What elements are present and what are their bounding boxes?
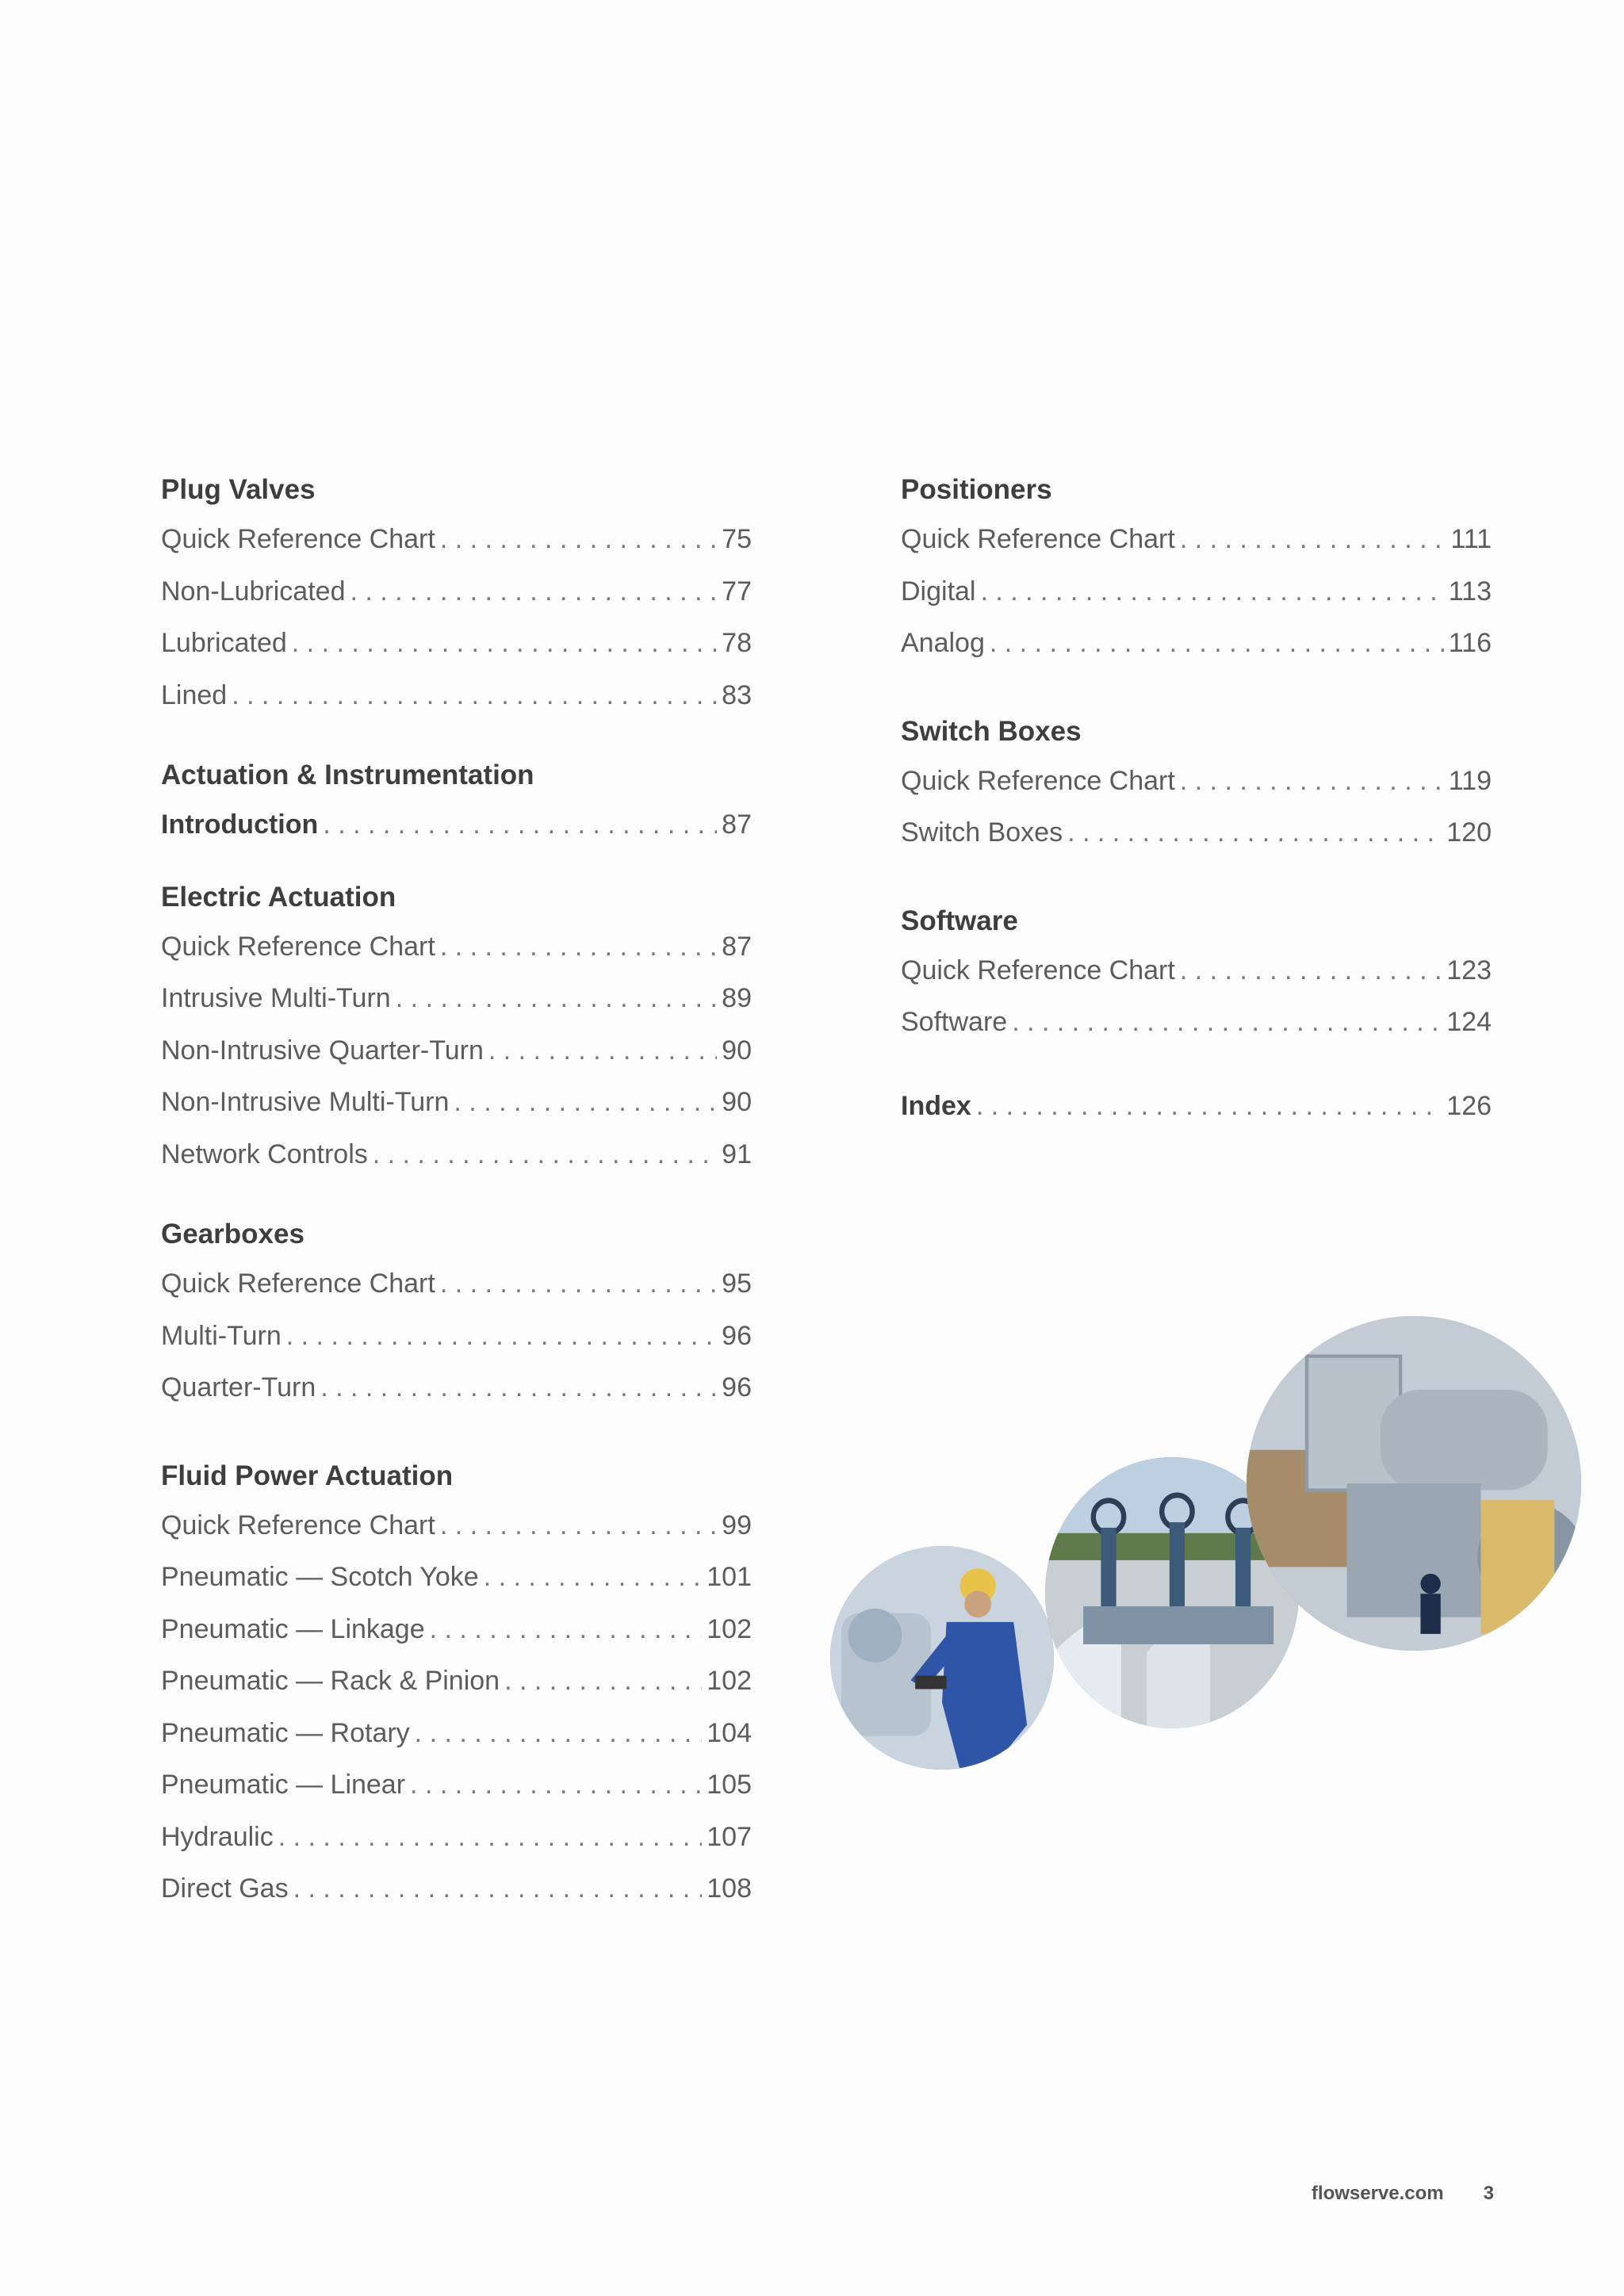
dot-leader — [286, 1311, 717, 1363]
dot-leader — [278, 1812, 703, 1864]
toc-entry[interactable] — [161, 1604, 752, 1656]
toc-entry-label: Quick Reference Chart — [161, 1510, 435, 1540]
toc-entry-label: Pneumatic — Rack & Pinion — [161, 1666, 500, 1696]
toc-entry-label: Lubricated — [161, 628, 287, 658]
toc-entry[interactable] — [901, 997, 1492, 1049]
toc-entry[interactable] — [161, 1258, 752, 1311]
toc-entry-page: 87 — [722, 931, 752, 962]
dot-leader — [454, 1077, 717, 1129]
dot-leader — [396, 973, 717, 1025]
toc-entry[interactable] — [161, 973, 752, 1025]
toc-entry[interactable] — [161, 1311, 752, 1363]
toc-entry[interactable] — [161, 1863, 752, 1915]
toc-entry-page: 123 — [1446, 955, 1492, 985]
toc-entry-label: Digital — [901, 576, 976, 607]
toc-entry-label: Non-Intrusive Multi-Turn — [161, 1087, 450, 1117]
toc-entry-label: Hydraulic — [161, 1821, 274, 1852]
toc-section-actuation-and-instrumentation — [161, 753, 752, 851]
dot-leader — [440, 514, 717, 566]
toc-entry-label: Lined — [161, 679, 228, 710]
toc-entry-label: Software — [901, 1007, 1008, 1037]
section-heading: Actuation & Instrumentation — [161, 760, 534, 790]
dot-leader — [488, 1025, 717, 1077]
dot-leader — [373, 1129, 717, 1181]
section-heading: Gearboxes — [161, 1219, 304, 1249]
section-heading: Electric Actuation — [161, 881, 396, 913]
dot-leader — [504, 1655, 702, 1708]
toc-entry-label: Intrusive Multi-Turn — [161, 983, 391, 1013]
section-heading: Plug Valves — [161, 474, 316, 505]
toc-entry-label: Pneumatic — Linkage — [161, 1613, 425, 1644]
toc-entry-label: Quick Reference Chart — [901, 955, 1175, 985]
dot-leader — [1180, 756, 1444, 808]
toc-entry[interactable] — [901, 514, 1492, 566]
toc-entry-page: 101 — [707, 1562, 752, 1592]
toc-entry[interactable] — [901, 807, 1492, 859]
toc-entry-page: 113 — [1448, 576, 1492, 607]
dot-leader — [1180, 945, 1442, 997]
toc-entry-page: 90 — [722, 1035, 752, 1066]
toc-entry-page: 75 — [722, 524, 752, 554]
toc-entry-page: 126 — [1446, 1090, 1492, 1121]
toc-entry-page: 111 — [1450, 524, 1492, 554]
toc-entry[interactable] — [161, 1552, 752, 1604]
toc-entry-label: Quick Reference Chart — [901, 524, 1175, 554]
dot-leader — [232, 670, 717, 722]
dot-leader — [976, 1081, 1442, 1133]
toc-entry[interactable] — [901, 1081, 1492, 1133]
toc-entry[interactable] — [901, 756, 1492, 808]
toc-entry[interactable] — [161, 921, 752, 974]
toc-entry-page: 96 — [722, 1372, 752, 1402]
dot-leader — [350, 566, 717, 618]
toc-entry[interactable] — [161, 1025, 752, 1077]
section-heading: Positioners — [901, 474, 1052, 505]
toc-entry-label: Non-Intrusive Quarter-Turn — [161, 1035, 484, 1066]
toc-section-positioners — [901, 468, 1492, 670]
toc-right-column — [901, 468, 1492, 1132]
toc-entry-page: 120 — [1446, 817, 1492, 848]
toc-entry[interactable] — [901, 618, 1492, 670]
toc-section-switch-boxes — [901, 710, 1492, 859]
toc-entry-page: 124 — [1446, 1007, 1492, 1037]
toc-entry-label: Network Controls — [161, 1138, 368, 1169]
toc-entry-label: Pneumatic — Linear — [161, 1770, 406, 1800]
footer-site-link[interactable]: flowserve.com — [1311, 2183, 1444, 2204]
toc-entry[interactable] — [161, 670, 752, 722]
toc-entry-label: Quick Reference Chart — [901, 765, 1175, 796]
section-heading: Software — [901, 905, 1018, 936]
toc-entry[interactable] — [161, 514, 752, 566]
toc-entry-page: 116 — [1448, 628, 1492, 658]
toc-entry[interactable] — [161, 1655, 752, 1708]
dot-leader — [430, 1604, 703, 1656]
dot-leader — [323, 799, 717, 851]
toc-section-fluid-power-actuation — [161, 1454, 752, 1915]
toc-entry[interactable] — [161, 1500, 752, 1552]
toc-entry-label: Analog — [901, 628, 985, 658]
toc-entry-page: 104 — [707, 1717, 752, 1748]
toc-entry-page: 83 — [722, 679, 752, 710]
dot-leader — [980, 566, 1443, 618]
toc-entry-page: 105 — [707, 1770, 752, 1800]
toc-entry-label: Multi-Turn — [161, 1320, 282, 1351]
toc-entry-label: Quarter-Turn — [161, 1372, 316, 1402]
toc-entry-page: 102 — [707, 1613, 752, 1644]
toc-entry-label: Index — [901, 1090, 971, 1121]
toc-entry-label: Introduction — [161, 809, 319, 840]
toc-section-gearboxes — [161, 1212, 752, 1414]
toc-entry[interactable] — [901, 566, 1492, 618]
dot-leader — [990, 618, 1444, 670]
toc-entry[interactable] — [161, 1759, 752, 1812]
dot-leader — [440, 1500, 717, 1552]
dot-leader — [1067, 807, 1442, 859]
toc-entry[interactable] — [161, 618, 752, 670]
toc-entry-page: 89 — [722, 983, 752, 1013]
toc-entry-label: Non-Lubricated — [161, 576, 346, 607]
toc-section-electric-actuation — [161, 875, 752, 1181]
toc-entry-label: Quick Reference Chart — [161, 1269, 435, 1299]
page-footer — [1312, 2183, 1494, 2205]
toc-entry-page: 107 — [707, 1821, 752, 1852]
photo-industrial-equipment — [1247, 1316, 1581, 1651]
toc-entry-label: Quick Reference Chart — [161, 931, 435, 962]
section-heading: Switch Boxes — [901, 715, 1082, 747]
toc-entry-page: 78 — [722, 628, 752, 658]
toc-entry[interactable] — [161, 1708, 752, 1760]
dot-leader — [293, 1863, 703, 1915]
toc-entry-page: 108 — [707, 1873, 752, 1904]
toc-entry[interactable] — [161, 1812, 752, 1864]
toc-entry[interactable] — [161, 799, 752, 851]
toc-entry-page: 96 — [722, 1320, 752, 1351]
dot-leader — [1180, 514, 1446, 566]
dot-leader — [410, 1759, 702, 1812]
toc-entry-page: 77 — [722, 576, 752, 607]
dot-leader — [484, 1552, 703, 1604]
dot-leader — [440, 921, 717, 974]
toc-entry-page: 90 — [722, 1087, 752, 1117]
toc-entry-page: 99 — [722, 1510, 752, 1540]
toc-section-index — [901, 1081, 1492, 1133]
toc-entry-label: Switch Boxes — [901, 817, 1063, 848]
toc-entry-page: 102 — [707, 1666, 752, 1696]
toc-section-software — [901, 899, 1492, 1049]
toc-entry-page: 95 — [722, 1269, 752, 1299]
toc-section-plug-valves — [161, 468, 752, 721]
toc-entry-page: 119 — [1448, 765, 1492, 796]
toc-entry[interactable] — [161, 566, 752, 618]
dot-leader — [292, 618, 717, 670]
toc-entry-page: 87 — [722, 809, 752, 840]
toc-entry[interactable] — [161, 1077, 752, 1129]
section-heading: Fluid Power Actuation — [161, 1460, 454, 1491]
dot-leader — [415, 1708, 703, 1760]
toc-entry[interactable] — [161, 1362, 752, 1414]
toc-entry[interactable] — [901, 945, 1492, 997]
dot-leader — [1012, 997, 1442, 1049]
page-number: 3 — [1483, 2183, 1494, 2204]
toc-entry-page: 91 — [722, 1138, 752, 1169]
dot-leader — [320, 1362, 717, 1414]
toc-entry[interactable] — [161, 1129, 752, 1181]
photo-worker-at-valve — [830, 1546, 1054, 1770]
toc-entry-label: Pneumatic — Scotch Yoke — [161, 1562, 479, 1592]
toc-entry-label: Pneumatic — Rotary — [161, 1717, 410, 1748]
toc-entry-label: Quick Reference Chart — [161, 524, 435, 554]
toc-entry-label: Direct Gas — [161, 1873, 289, 1904]
dot-leader — [440, 1258, 717, 1311]
toc-left-column — [161, 468, 752, 1915]
